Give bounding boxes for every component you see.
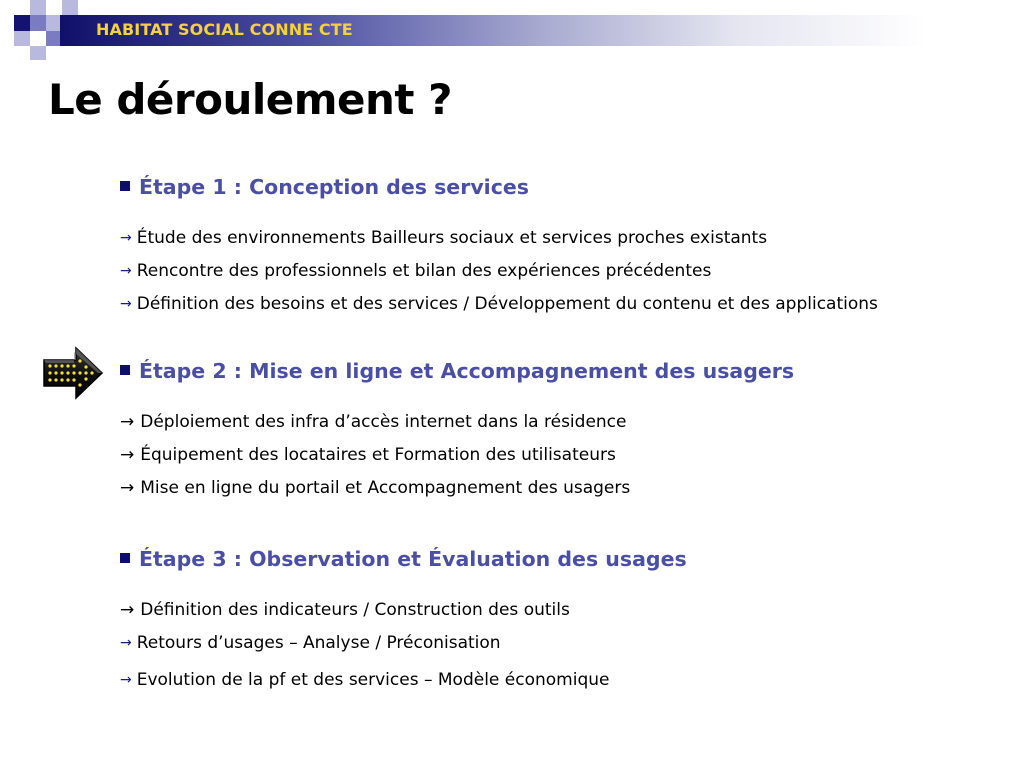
step-3-item	[120, 633, 501, 653]
logo-square	[30, 0, 46, 15]
logo-square	[30, 15, 46, 31]
list-item-text: Evolution de la pf et des services – Modèle économique	[136, 670, 610, 690]
arrow-right-small-icon: →	[120, 230, 132, 246]
logo-square	[14, 31, 30, 46]
step-2-heading	[120, 359, 794, 383]
step-1-heading-text: Étape 1 : Conception des services	[139, 175, 529, 199]
logo-square	[46, 31, 60, 46]
step-1-item	[120, 261, 711, 281]
list-item-text: Définition des indicateurs / Construction des outils	[140, 600, 570, 620]
step-2-item	[120, 412, 626, 432]
slide-title: Le déroulement ?	[48, 75, 452, 124]
arrow-right-small-icon: →	[120, 672, 132, 688]
arrow-right-small-icon: →	[120, 412, 135, 432]
arrow-right-small-icon: →	[120, 263, 132, 279]
logo-square	[14, 15, 30, 31]
logo-square	[62, 0, 78, 15]
arrow-right-small-icon: →	[120, 445, 135, 465]
logo-square	[30, 46, 46, 60]
list-item-text: Déploiement des infra d’accès internet dans la résidence	[140, 412, 627, 432]
step-3-item	[120, 600, 570, 620]
arrow-right-small-icon: →	[120, 478, 135, 498]
list-item-text: Rencontre des professionnels et bilan des expériences précédentes	[136, 261, 712, 281]
step-3-heading	[120, 547, 687, 571]
step-2-item	[120, 478, 630, 498]
arrow-right-icon	[42, 344, 104, 402]
step-2-item	[120, 445, 616, 465]
square-bullet-icon	[120, 181, 130, 191]
list-item-text: Définition des besoins et des services / Développement du contenu et des applications	[136, 294, 878, 314]
step-1-item	[120, 228, 767, 248]
list-item-text: Mise en ligne du portail et Accompagnement des usagers	[140, 478, 631, 498]
step-3-heading-text: Étape 3 : Observation et Évaluation des usages	[139, 547, 687, 571]
step-2-heading-text: Étape 2 : Mise en ligne et Accompagnement des usagers	[139, 359, 795, 383]
header-title: HABITAT SOCIAL CONNE CTE	[96, 20, 353, 39]
list-item-text: Étude des environnements Bailleurs sociaux et services proches existants	[136, 228, 768, 248]
arrow-right-small-icon: →	[120, 635, 132, 651]
arrow-right-small-icon: →	[120, 296, 132, 312]
list-item-text: Retours d’usages – Analyse / Préconisation	[136, 633, 501, 653]
step-1-item	[120, 294, 878, 314]
arrow-right-small-icon: →	[120, 600, 135, 620]
square-bullet-icon	[120, 365, 130, 375]
logo-square	[46, 15, 60, 31]
step-1-heading	[120, 175, 529, 199]
list-item-text: Équipement des locataires et Formation des utilisateurs	[140, 445, 616, 465]
step-3-item	[120, 670, 609, 690]
square-bullet-icon	[120, 553, 130, 563]
